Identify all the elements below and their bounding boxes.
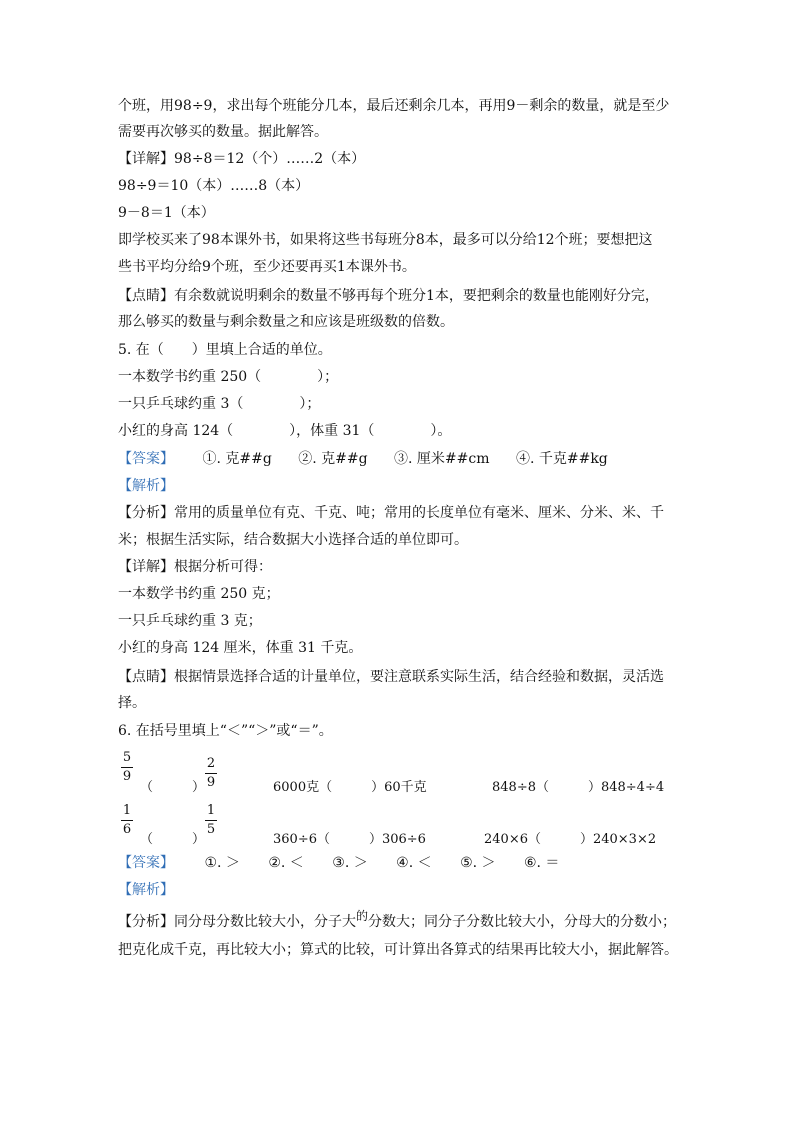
question-5-title: 5. 在（ ）里填上合适的单位。 <box>118 342 332 358</box>
paragraph-line: 即学校买来了98本课外书，如果将这些书每班分8本，最多可以分给12个班；要想把这 <box>118 232 653 248</box>
question-5-item: 一本数学书约重 250（ ）； <box>118 369 339 385</box>
compare-item: 848÷8（ ）848÷4÷4 <box>492 780 665 795</box>
answer-item: ①. 克##g <box>202 451 272 467</box>
analysis-tag: 【解析】 <box>118 478 174 494</box>
paragraph-line: 个班，用98÷9，求出每个班能分几本，最后还剩余几本，再用9－剩余的数量，就是至少 <box>118 98 670 114</box>
answer-item: ②. 克##g <box>298 451 368 467</box>
answer-item: ③. 厘米##cm <box>394 451 490 467</box>
blank-paren[interactable]: （ ） <box>140 780 206 795</box>
question-6-answer-row <box>118 853 676 873</box>
paragraph-line: 些书平均分给9个班，至少还要再买1本课外书。 <box>118 259 416 275</box>
fraction-1-6: 1 6 <box>122 803 132 837</box>
analysis-line: 【分析】同分母分数比较大小，分子大的分数大；同分子分数比较大小，分母大的分数小； <box>118 909 677 930</box>
key-point-line: 那么够买的数量与剩余数量之和应该是班级数的倍数。 <box>118 314 454 330</box>
answer-item: ②. ＜ <box>268 855 304 871</box>
key-point-line: 择。 <box>118 695 146 711</box>
answer-item: ③. ＞ <box>332 855 368 871</box>
analysis-tag: 【解析】 <box>118 882 174 898</box>
answer-item: ⑥. ＝ <box>523 855 560 871</box>
question-5-item: 小红的身高 124（ ），体重 31（ ）。 <box>118 423 452 439</box>
answer-tag: 【答案】 <box>118 855 174 871</box>
detail-line: 小红的身高 124 厘米，体重 31 千克。 <box>118 640 363 656</box>
paragraph-line: 需要再次够买的数量。据此解答。 <box>118 124 328 140</box>
answer-item: ①. ＞ <box>204 855 240 871</box>
analysis-line: 米；根据生活实际，结合数据大小选择合适的单位即可。 <box>118 532 468 548</box>
answer-item: ⑤. ＞ <box>460 855 496 871</box>
detail-line: 9－8＝1（本） <box>118 205 215 221</box>
question-5-answer-row <box>118 449 676 469</box>
compare-item: 6000克（ ）60千克 <box>273 780 427 795</box>
answer-item: ④. 千克##kg <box>515 451 608 467</box>
detail-line: 一只乒乓球约重 3 克； <box>118 613 262 629</box>
question-6-title: 6. 在括号里填上“＜”“＞”或“＝”。 <box>118 723 333 739</box>
fraction-2-9: 2 9 <box>206 756 216 790</box>
compare-item: 240×6（ ）240×3×2 <box>484 832 657 847</box>
answer-tag: 【答案】 <box>118 451 174 467</box>
detail-line: 98÷9＝10（本）……8（本） <box>118 178 310 194</box>
analysis-line: 把克化成千克，再比较大小；算式的比较，可计算出各算式的结果再比较大小，据此解答。 <box>118 942 678 958</box>
compare-item: 360÷6（ ）306÷6 <box>273 832 426 847</box>
detail-line: 一本数学书约重 250 克； <box>118 586 280 602</box>
key-point-line: 【点睛】根据情景选择合适的计量单位，要注意联系实际生活，结合经验和数据，灵活选 <box>118 669 664 685</box>
detail-title: 【详解】根据分析可得： <box>118 559 272 575</box>
question-5-item: 一只乒乓球约重 3（ ）； <box>118 396 321 412</box>
fraction-1-5: 1 5 <box>206 803 216 837</box>
key-point-line: 【点睛】有余数就说明剩余的数量不够再每个班分1本，要把剩余的数量也能刚好分完， <box>118 288 659 304</box>
answer-item: ④. ＜ <box>396 855 432 871</box>
analysis-line: 【分析】常用的质量单位有克、千克、吨；常用的长度单位有毫米、厘米、分米、米、千 <box>118 505 664 521</box>
fraction-5-9: 5 9 <box>122 750 132 784</box>
blank-paren[interactable]: （ ） <box>140 832 206 847</box>
detail-line: 【详解】98÷8＝12（个）……2（本） <box>118 151 366 167</box>
